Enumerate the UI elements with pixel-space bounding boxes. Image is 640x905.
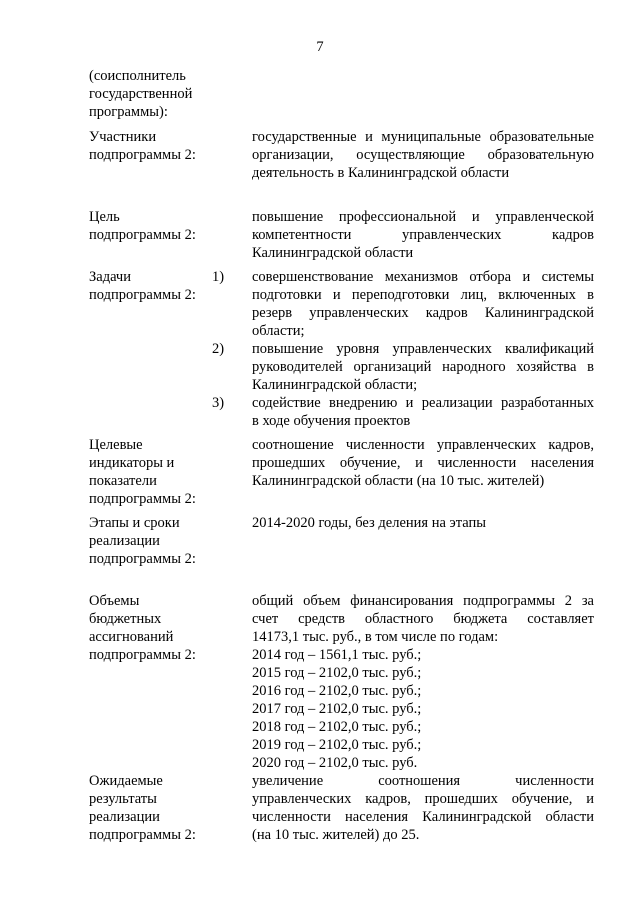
text-line: содействие внедрению и реализации разработанных	[252, 395, 594, 411]
text-line: Калининградской области (на 10 тыс. жителей)	[252, 473, 545, 489]
label-line: подпрограммы 2:	[89, 647, 196, 663]
participants-value	[252, 128, 594, 182]
results-label	[89, 772, 214, 844]
label-line: бюджетных	[89, 611, 162, 627]
label-line: государственной	[89, 86, 193, 102]
task-item	[252, 340, 594, 394]
prev-label	[89, 67, 214, 121]
budget-year-line: 2015 год – 2102,0 тыс. руб.;	[252, 665, 422, 681]
participants-label	[89, 128, 214, 164]
label-line: подпрограммы 2:	[89, 227, 196, 243]
label-line: подпрограммы 2:	[89, 147, 196, 163]
text-line: в ходе обучения проектов	[252, 413, 411, 429]
text-line: численности населения Калининградской области	[252, 809, 594, 825]
label-line: Ожидаемые	[89, 773, 163, 789]
label-line: Участники	[89, 129, 157, 145]
tasks-label	[89, 268, 214, 304]
text-line: государственные и муниципальные образовательные	[252, 129, 594, 145]
label-line: Задачи	[89, 269, 131, 285]
text-line: общий объем финансирования подпрограммы 2 за	[252, 593, 594, 609]
text-line: подготовки и переподготовки лиц, включенных в	[252, 287, 594, 303]
text-line: организации, осуществляющие образовательную	[252, 147, 594, 163]
text-line: Калининградской области;	[252, 377, 418, 393]
text-line: прошедших обучение, и численности населения	[252, 455, 594, 471]
budget-year-line: 2017 год – 2102,0 тыс. руб.;	[252, 701, 422, 717]
label-line: (соисполнитель	[89, 68, 186, 84]
label-line: подпрограммы 2:	[89, 287, 196, 303]
label-line: ассигнований	[89, 629, 174, 645]
budget-year-line: 2014 год – 1561,1 тыс. руб.;	[252, 647, 422, 663]
text-line: соотношение численности управленческих кадров,	[252, 437, 594, 453]
text-line: деятельность в Калининградской области	[252, 165, 510, 181]
text-line: компетентности управленческих кадров	[252, 227, 594, 243]
task-number: 1)	[212, 269, 225, 285]
text-line: Калининградской области	[252, 245, 414, 261]
label-line: показатели	[89, 473, 157, 489]
task-item	[252, 268, 594, 340]
budget-label	[89, 592, 214, 664]
task-number: 2)	[212, 341, 225, 357]
results-value	[252, 772, 594, 844]
label-line: подпрограммы 2:	[89, 827, 196, 843]
label-line: результаты	[89, 791, 157, 807]
goal-label	[89, 208, 214, 244]
budget-year-line: 2016 год – 2102,0 тыс. руб.;	[252, 683, 422, 699]
text-line: 2014-2020 годы, без деления на этапы	[252, 515, 486, 531]
label-line: Цель	[89, 209, 120, 225]
text-line: (на 10 тыс. жителей) до 25.	[252, 827, 420, 843]
task-item	[252, 394, 594, 430]
label-line: подпрограммы 2:	[89, 491, 196, 507]
indicators-value	[252, 436, 594, 490]
label-line: Целевые	[89, 437, 143, 453]
label-line: реализации	[89, 533, 160, 549]
task-number: 3)	[212, 395, 225, 411]
text-line: руководителей организаций народного хозяйства в	[252, 359, 594, 375]
label-line: индикаторы и	[89, 455, 175, 471]
text-line: повышение уровня управленческих квалификаций	[252, 341, 594, 357]
text-line: 14173,1 тыс. руб., в том числе по годам:	[252, 629, 499, 645]
label-line: программы):	[89, 104, 168, 120]
text-line: области;	[252, 323, 305, 339]
label-line: подпрограммы 2:	[89, 551, 196, 567]
goal-value	[252, 208, 594, 262]
text-line: совершенствование механизмов отбора и системы	[252, 269, 594, 285]
budget-year-line: 2020 год – 2102,0 тыс. руб.	[252, 755, 418, 771]
budget-value	[252, 592, 594, 772]
text-line: повышение профессиональной и управленческой	[252, 209, 594, 225]
text-line: увеличение соотношения численности	[252, 773, 594, 789]
stages-label	[89, 514, 214, 568]
budget-year-line: 2018 год – 2102,0 тыс. руб.;	[252, 719, 422, 735]
label-line: реализации	[89, 809, 160, 825]
page-number: 7	[316, 39, 324, 55]
stages-value	[252, 514, 594, 532]
indicators-label	[89, 436, 214, 508]
label-line: Этапы и сроки	[89, 515, 180, 531]
text-line: управленческих кадров, прошедших обучение, и	[252, 791, 594, 807]
label-line: Объемы	[89, 593, 140, 609]
text-line: резерв управленческих кадров Калининградской	[252, 305, 594, 321]
text-line: счет средств областного бюджета составляет	[252, 611, 594, 627]
budget-year-line: 2019 год – 2102,0 тыс. руб.;	[252, 737, 422, 753]
